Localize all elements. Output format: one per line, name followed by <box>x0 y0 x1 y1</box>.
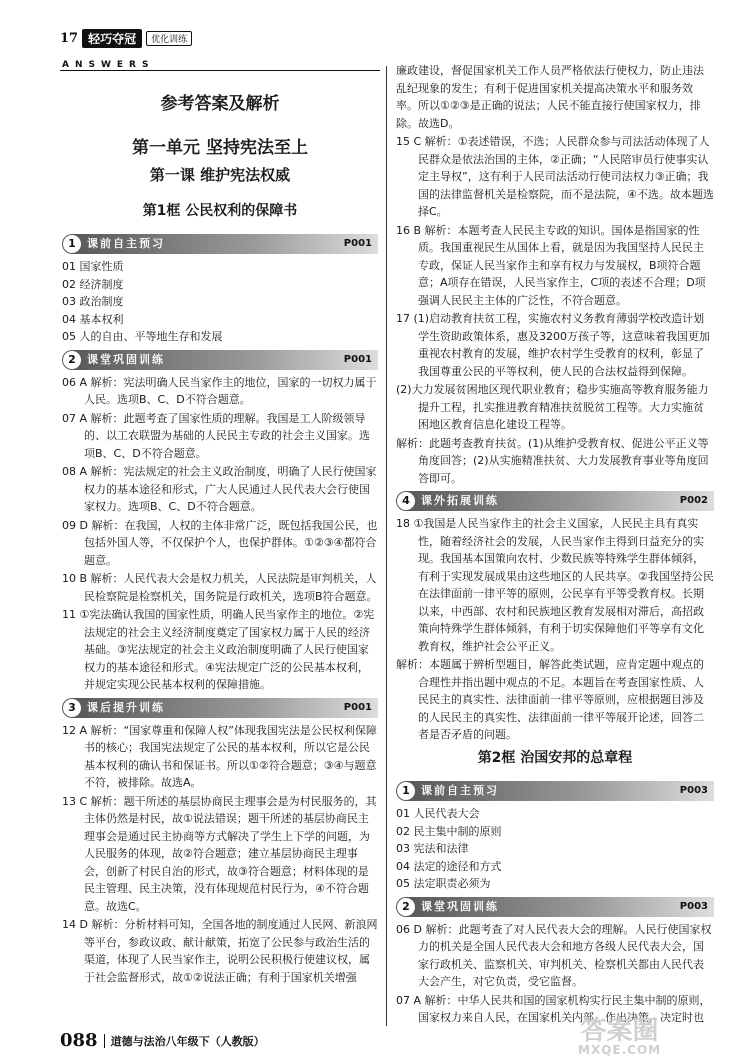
section-header <box>62 350 378 370</box>
watermark <box>578 1018 661 1057</box>
right-column <box>396 62 714 1028</box>
column-divider <box>386 66 387 1026</box>
header <box>60 28 192 48</box>
lesson-title: 第一课 维护宪法权威 <box>149 166 291 184</box>
answer-item: 18 ①我国是人民当家作主的社会主义国家，人民民主具有真实性，随着经济社会的发展，人民当家作主得到日益充分的实现。我国基本国策向农村、少数民族等特殊学生群体倾斜，有利于实现发展成果由这些地区的人民共享。②我国坚持公民在法律面前一律平等的原则，公民享有平等受教育权。长期以来，中西部、农村和民族地区教育发展相对滞后，高招政策向特殊学生群体倾斜，有利于切实保障他们平等享有文化教育权，维护社会公平正义。 <box>396 517 714 653</box>
answer-item: 17 (1)启动教育扶贫工程，实施农村义务教育薄弱学校改造计划学生资助政策体系，惠及3200万孩子等，这意味着我国更加重视农村教育的发展，维护农村学生受教育的权利，彰显了我国尊重公民的平等权利，使人民的合法权益得到保障。 <box>396 312 710 378</box>
footer-divider <box>104 1034 105 1048</box>
list-item: 04 基本权利 <box>62 312 124 326</box>
section-header <box>396 781 714 801</box>
answer-continued: 廉政建设，督促国家机关工作人员严格依法行使权力，防止违法乱纪现象的发生；有利于促进国家机关提高决策水平和服务效率。所以①②③是正确的说法；人民不能直接行使国家权力，排除。故选D。 <box>396 64 704 130</box>
section-title: 课前自主预习 <box>421 784 499 798</box>
section-title: 课堂巩固训练 <box>87 352 165 366</box>
footer <box>60 1030 265 1051</box>
watermark-text: 答案圈 <box>580 1016 659 1046</box>
answer-item: 16 B 解析：本题考查人民民主专政的知识。国体是指国家的性质。我国重视民生从国体上看，就是因为我国坚持人民民主专政，保证人民当家作主和享有权力与发展权，B项符合题意；A项存在错误，人民当家作主，C项的表述不合理；D项强调人民民主主体的广泛性，不符合题意。 <box>396 223 706 307</box>
section-page: P001 <box>343 238 372 250</box>
section-page: P001 <box>343 353 372 365</box>
answer-item: 14 D 解析：分析材料可知，全国各地的制度通过人民网、新浪网等平台，参政议政、献计献策，拓宽了公民参与政治生活的渠道，体现了人民当家作主，说明公民积极行使建议权，属于社会监督形式，故①②说法正确；有利于国家机关增强 <box>62 918 378 984</box>
frame-title: 第1框 公民权利的保障书 <box>142 202 298 219</box>
answers-label: ANSWERS <box>62 60 155 70</box>
list-item: 03 宪法和法律 <box>396 842 469 855</box>
answer-item: 08 A 解析：宪法规定的社会主义政治制度，明确了人民行使国家权力的基本途径和形式，广大人民通过人民代表大会行使国家权力。选项B、C、D不符合题意。 <box>62 465 377 513</box>
section-header <box>62 698 378 718</box>
list-item: 03 政治制度 <box>62 295 124 308</box>
section-page: P003 <box>679 900 708 912</box>
frame-title: 第2框 治国安邦的总章程 <box>477 749 633 766</box>
section-number: 1 <box>63 235 81 253</box>
section-title: 课外拓展训练 <box>421 494 499 508</box>
answer-item: 07 A 解析：中华人民共和国的国家机构实行民主集中制的原则，国家权力来自人民，在国家机关内部，作出决策，决定时也 <box>396 993 711 1024</box>
list-item: 02 民主集中制的原则 <box>396 824 502 838</box>
answer-item: 13 C 解析：题干所述的基层协商民主理事会是为村民服务的，其主体仍然是村民，故①说法错误；题干所述的基层协商民主理事会是通过民主协商等方式解决了学生上下学的问题，为人民服务的体现，故②符合题意；建立基层协商民主理事会，创新了村民自治的形式，故③符合题意；材料体现的是民主管理、民主决策，没有体现规范村民行为，④不符合题意。故选C。 <box>62 794 377 913</box>
answer-item: 12 A 解析：“国家尊重和保障人权”体现我国宪法是公民权利保障书的核心；我国宪法规定了公民的基本权利，所以它是公民基本权利的确认书和保证书。所以①②符合题意；③④与题意不符，被排除。故选A。 <box>62 723 377 789</box>
answer-item: 09 D 解析：在我国，人权的主体非常广泛，既包括我国公民，也包括外国人等，不仅保护个人，也保护群体。①②③④都符合题意。 <box>62 518 378 567</box>
answer-item: 06 D 解析：此题考查了对人民代表大会的理解。人民行使国家权力的机关是全国人民代表大会和地方各级人民代表大会，国家行政机关、监察机关、审判机关、检察机关都由人民代表大会产生，对它负责，受它监督。 <box>396 922 712 988</box>
section-number: 4 <box>397 492 415 510</box>
answer-item: (2)大力发展贫困地区现代职业教育；稳步实施高等教育服务能力提升工程，扎实推进教育精准扶贫脱贫工程等。大力实施贫困地区教育信息化建设工程等。 <box>396 383 709 431</box>
answer-item: 11 ①宪法确认我国的国家性质，明确人民当家作主的地位。②宪法规定的社会主义经济制度奠定了国家权力属于人民的经济基础。③宪法规定的社会主义政治制度明确了人民行使国家权力的基本途径和形式。④宪法规定广泛的公民基本权利，并规定实现公民基本权利的保障措施。 <box>62 608 375 691</box>
brand-tag: 优化训练 <box>146 31 192 46</box>
list-item: 01 国家性质 <box>62 260 124 273</box>
section-number: 3 <box>63 699 81 717</box>
page-title: 参考答案及解析 <box>160 94 280 114</box>
book-title: 道德与法治八年级下（人教版） <box>110 1034 265 1048</box>
answer-item: 10 B 解析：人民代表大会是权力机关，人民法院是审判机关，人民检察院是检察机关，国务院是行政机关，选项B符合题意。 <box>62 572 378 603</box>
brand-name: 轻巧夺冠 <box>82 29 142 48</box>
unit-title: 第一单元 坚持宪法至上 <box>132 137 308 158</box>
answer-item: 15 C 解析：①表述错误，不选；人民群众参与司法活动体现了人民群众是依法治国的主体，②正确；“人民陪审员行使事实认定主导权”，这有利于人民司法活动行使司法权力③正确；我国的法律监督机关是检察院，而不是法院，④不选。故本题选择C。 <box>396 135 714 218</box>
section-header <box>62 234 378 254</box>
section-page: P002 <box>679 495 708 507</box>
list-item: 04 法定的途径和方式 <box>396 859 502 873</box>
section-header <box>396 897 714 917</box>
answer-item: 解析：本题属于辨析型题目，解答此类试题，应肯定题中观点的合理性并指出题中观点的不足。本题旨在考查国家性质、人民民主的真实性、法律面前一律平等原则，应根据题目涉及的人民民主的真实性、法律面前一律平等展开论述，回答二者是否矛盾的问题。 <box>396 658 704 741</box>
watermark-url: MXQE.COM <box>578 1043 662 1057</box>
list-item: 02 经济制度 <box>62 277 124 291</box>
brand-logo: 17 <box>60 30 79 46</box>
section-title: 课堂巩固训练 <box>421 899 499 913</box>
answer-item: 07 A 解析：此题考查了国家性质的理解。我国是工人阶级领导的、以工农联盟为基础的人民民主专政的社会主义国家。选项B、C、D不符合题意。 <box>62 411 370 460</box>
section-page: P001 <box>343 701 372 713</box>
page-number: 088 <box>60 1030 98 1051</box>
section-title: 课后提升训练 <box>87 700 165 714</box>
list-item: 05 人的自由、平等地生存和发展 <box>62 330 223 343</box>
list-item: 05 法定职责必须为 <box>396 877 491 890</box>
section-title: 课前自主预习 <box>87 237 165 251</box>
section-number: 2 <box>397 898 415 916</box>
header-divider <box>60 70 380 71</box>
section-number: 1 <box>397 782 415 800</box>
section-header <box>396 491 714 511</box>
answer-item: 解析：此题考查教育扶贫。(1)从维护受教育权、促进公平正义等角度回答；(2)从实施精准扶贫、大力发展教育事业等角度回答即可。 <box>396 436 709 485</box>
left-column <box>62 90 378 987</box>
list-item: 01 人民代表大会 <box>396 807 480 820</box>
section-page: P003 <box>679 785 708 797</box>
answer-item: 06 A 解析：宪法明确人民当家作主的地位，国家的一切权力属于人民。选项B、C、D不符合题意。 <box>62 375 377 406</box>
section-number: 2 <box>63 351 81 369</box>
